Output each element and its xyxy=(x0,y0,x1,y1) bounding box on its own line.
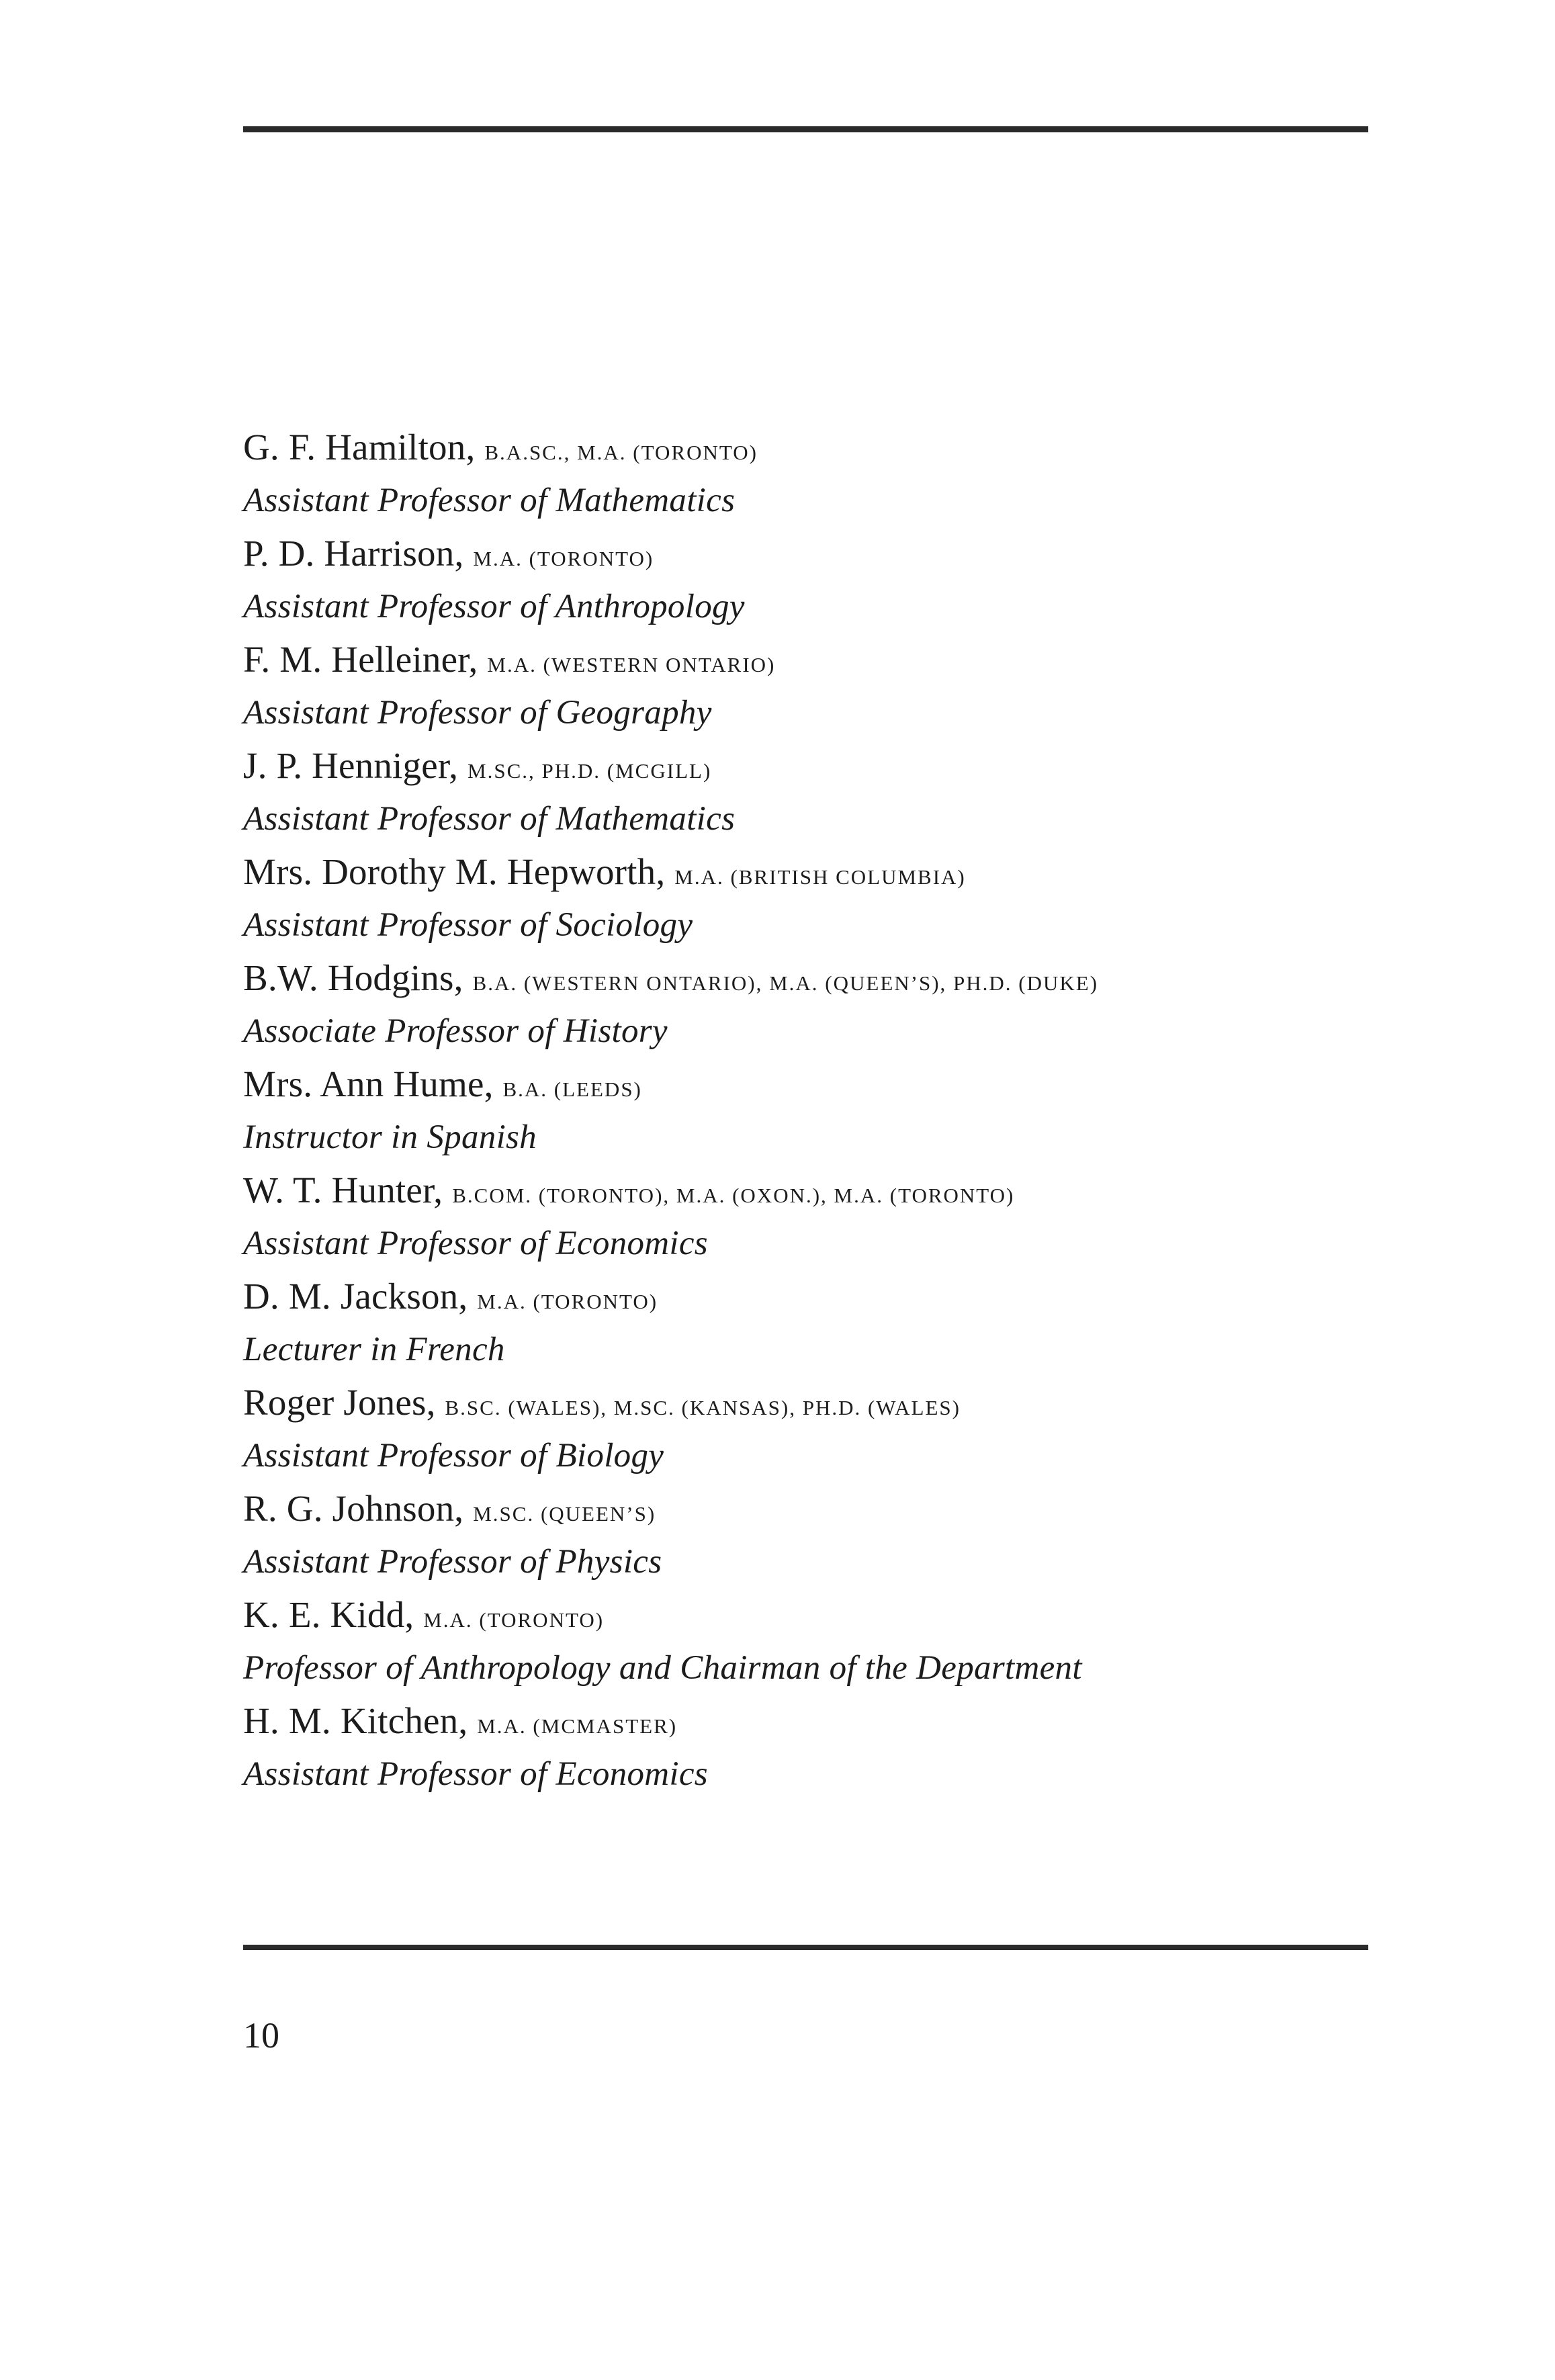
faculty-name: W. T. Hunter, xyxy=(243,1170,443,1210)
faculty-entry xyxy=(243,1589,1398,1695)
faculty-name: K. E. Kidd, xyxy=(243,1594,414,1635)
faculty-degrees: M.SC., PH.D. (MCGILL) xyxy=(468,759,712,783)
faculty-degrees: M.A. (WESTERN ONTARIO) xyxy=(487,653,776,676)
faculty-list xyxy=(243,422,1398,1802)
faculty-name: R. G. Johnson, xyxy=(243,1488,464,1529)
faculty-degrees: M.A. (TORONTO) xyxy=(473,547,654,570)
faculty-degrees: M.A. (TORONTO) xyxy=(423,1608,605,1632)
faculty-entry xyxy=(243,1377,1398,1483)
faculty-entry xyxy=(243,846,1398,953)
faculty-title: Assistant Professor of Mathematics xyxy=(243,482,736,519)
faculty-entry xyxy=(243,1271,1398,1377)
faculty-degrees: B.A.SC., M.A. (TORONTO) xyxy=(484,441,758,464)
faculty-title: Assistant Professor of Economics xyxy=(243,1755,708,1793)
faculty-title: Assistant Professor of Anthropology xyxy=(243,588,745,625)
faculty-degrees: M.SC. (QUEEN’S) xyxy=(473,1502,656,1526)
top-rule xyxy=(243,126,1368,132)
faculty-name: J. P. Henniger, xyxy=(243,745,459,786)
faculty-entry xyxy=(243,740,1398,846)
faculty-entry xyxy=(243,634,1398,740)
faculty-title: Assistant Professor of Biology xyxy=(243,1437,664,1474)
faculty-degrees: B.SC. (WALES), M.SC. (KANSAS), PH.D. (WALES) xyxy=(445,1396,961,1419)
faculty-entry xyxy=(243,422,1398,528)
faculty-name: Mrs. Ann Hume, xyxy=(243,1063,494,1104)
faculty-degrees: M.A. (TORONTO) xyxy=(477,1290,658,1313)
faculty-name: P. D. Harrison, xyxy=(243,533,464,574)
faculty-entry xyxy=(243,1059,1398,1165)
faculty-title: Instructor in Spanish xyxy=(243,1118,537,1156)
faculty-name: Roger Jones, xyxy=(243,1382,436,1423)
faculty-degrees: M.A. (BRITISH COLUMBIA) xyxy=(674,865,966,889)
faculty-title: Professor of Anthropology and Chairman of the Department xyxy=(243,1649,1082,1687)
faculty-entry xyxy=(243,1483,1398,1589)
faculty-degrees: B.COM. (TORONTO), M.A. (OXON.), M.A. (TORONTO) xyxy=(452,1184,1015,1207)
faculty-title: Lecturer in French xyxy=(243,1331,505,1368)
faculty-entry xyxy=(243,1695,1398,1802)
faculty-degrees: B.A. (WESTERN ONTARIO), M.A. (QUEEN’S), PH.D. (DUKE) xyxy=(472,971,1099,995)
faculty-name: D. M. Jackson, xyxy=(243,1276,468,1317)
faculty-title: Assistant Professor of Physics xyxy=(243,1543,662,1581)
faculty-entry xyxy=(243,1165,1398,1271)
faculty-name: Mrs. Dorothy M. Hepworth, xyxy=(243,851,666,892)
faculty-title: Assistant Professor of Sociology xyxy=(243,906,693,944)
faculty-degrees: B.A. (LEEDS) xyxy=(502,1077,642,1101)
faculty-title: Assistant Professor of Geography xyxy=(243,694,712,732)
page-number: 10 xyxy=(243,2015,279,2056)
faculty-title: Associate Professor of History xyxy=(243,1012,668,1050)
faculty-name: G. F. Hamilton, xyxy=(243,427,476,468)
faculty-name: F. M. Helleiner, xyxy=(243,639,478,680)
bottom-rule xyxy=(243,1945,1368,1950)
faculty-name: B.W. Hodgins, xyxy=(243,957,463,998)
faculty-name: H. M. Kitchen, xyxy=(243,1700,468,1741)
faculty-entry xyxy=(243,528,1398,634)
faculty-entry xyxy=(243,953,1398,1059)
faculty-degrees: M.A. (MCMASTER) xyxy=(477,1714,678,1738)
faculty-title: Assistant Professor of Economics xyxy=(243,1225,708,1262)
faculty-title: Assistant Professor of Mathematics xyxy=(243,800,736,838)
